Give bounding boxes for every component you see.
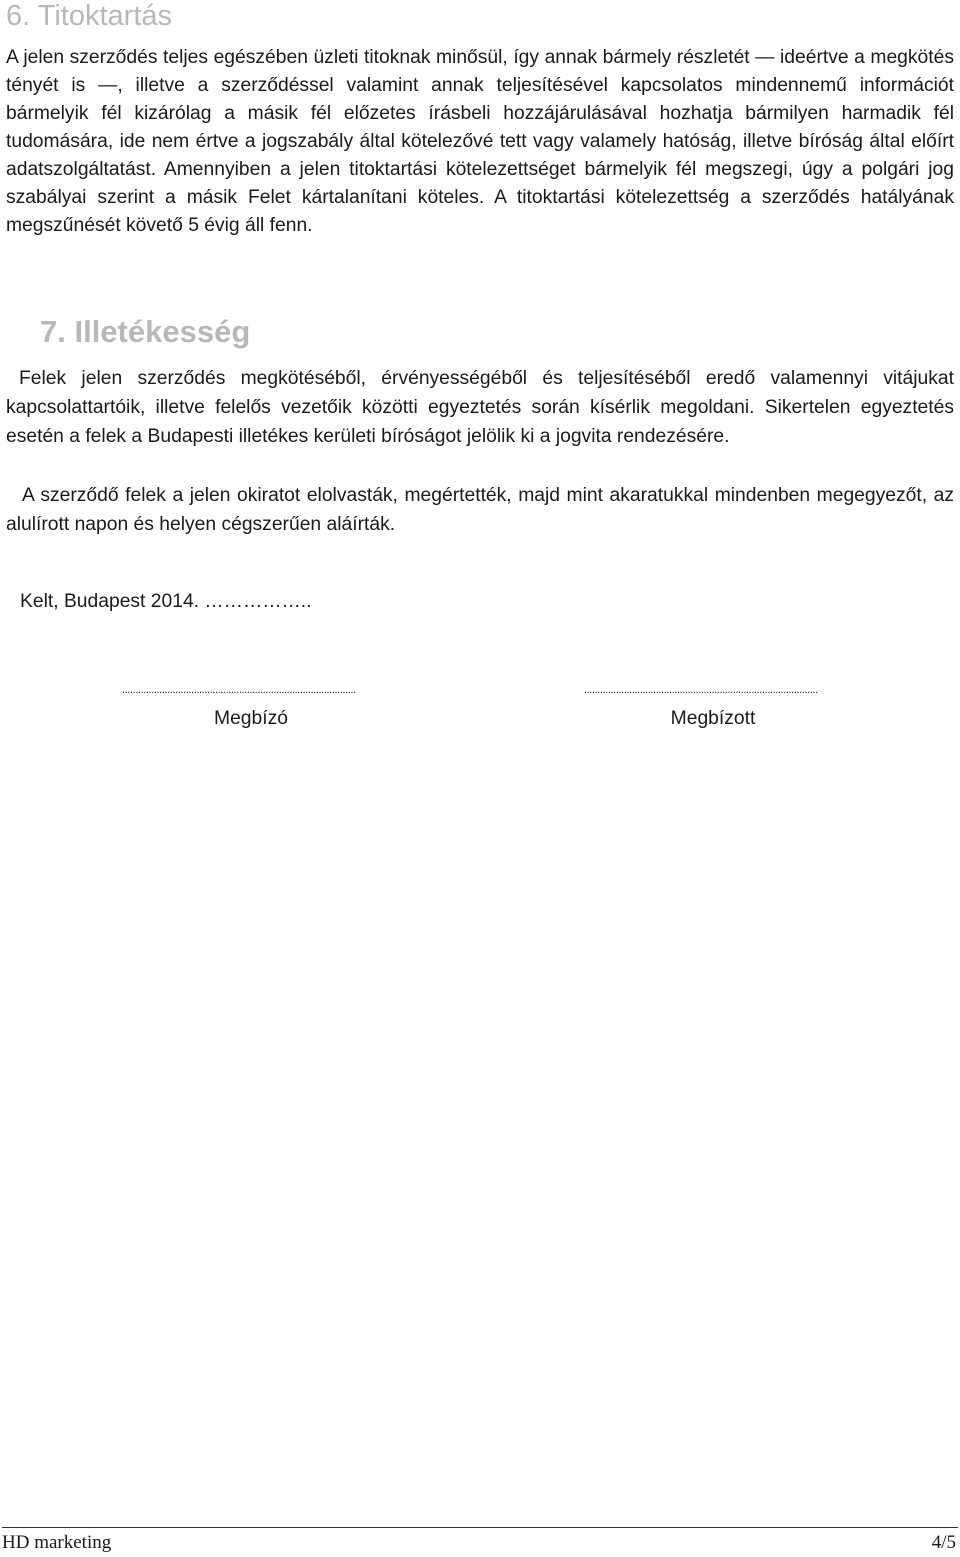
footer-page-number: 4/5 — [931, 1532, 956, 1553]
signature-block-contractor — [584, 682, 854, 733]
signature-line-client: ........................................................................................ — [122, 684, 356, 696]
section-7-paragraph-1: Felek jelen szerződés megkötéséből, érvényességéből és teljesítéséből eredő valamennyi vitájukat kapcsolattartóik, illetve felelős vezetőik közötti egyeztetés során kísérlik megoldani. Sikertelen egyeztetés esetén a felek a Budapesti illetékes kerületi bíróságot jelölik ki a jogvita rendezésére. — [6, 368, 954, 447]
place-and-date: Kelt, Budapest 2014. …………….. — [20, 591, 312, 612]
signature-label-client: Megbízó — [214, 708, 288, 729]
section-7-heading: 7. Illetékesség — [40, 314, 251, 349]
signature-line-contractor: ........................................................................................ — [584, 684, 818, 696]
section-6-heading: 6. Titoktartás — [6, 0, 173, 32]
footer-company: HD marketing — [2, 1532, 112, 1553]
footer-divider — [2, 1527, 958, 1528]
section-6-body: A jelen szerződés teljes egészében üzleti titoknak minősül, így annak bármely részletét — ideértve a megkötés tényét is —, illetve a szerződéssel valamint annak teljesítésével kapcsolatos mindennemű információt bármelyik fél kizárólag a másik fél előzetes írásbeli hozzájárulásával hozhatja bármilyen harmadik fél tudomására, ide nem értve a jogszabály által kötelezővé tett vagy valamely hatóság, illetve bíróság által előírt adatszolgáltatást. Amennyiben a jelen titoktartási kötelezettséget bármelyik fél megszegi, úgy a polgári jog szabályai szerint a másik Felet kártalanítani köteles. A titoktartási kötelezettség a szerződés hatályának megszűnését követő 5 évig áll fenn. — [6, 47, 954, 236]
section-7-paragraph-2: A szerződő felek a jelen okiratot elolvasták, megértették, majd mint akaratukkal mindenben megegyezőt, az alulírott napon és helyen cégszerűen aláírták. — [6, 485, 954, 535]
signature-block-client — [122, 682, 392, 733]
signature-label-contractor: Megbízott — [670, 708, 756, 729]
